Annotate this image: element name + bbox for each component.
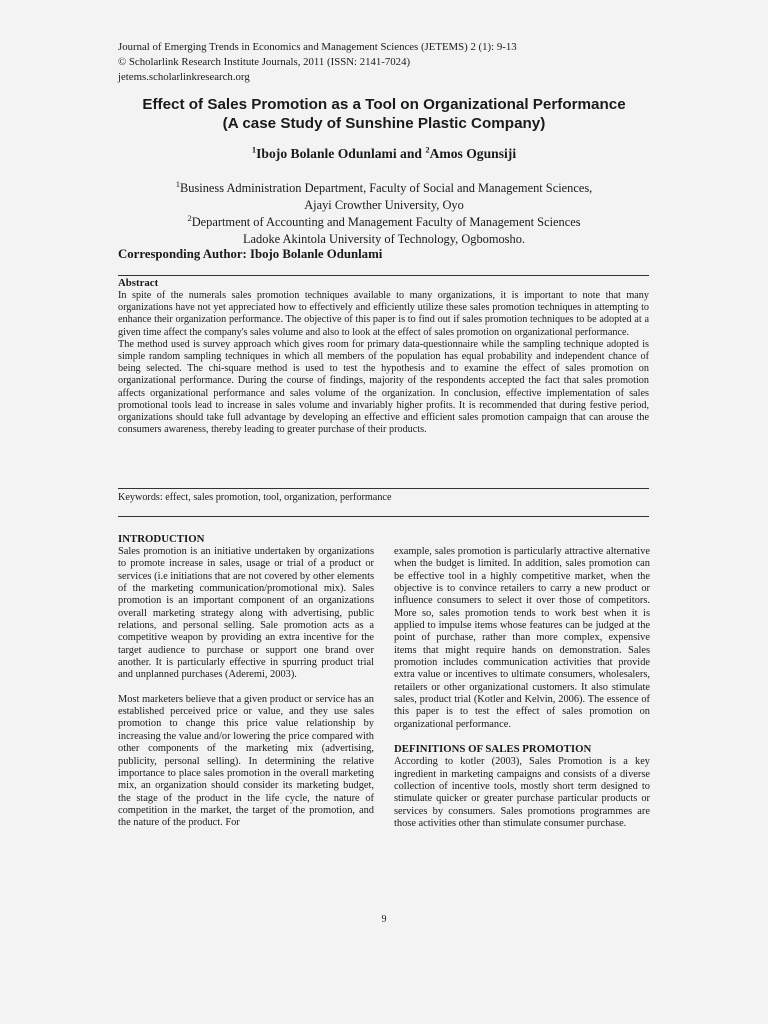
affiliation-1-line-1: [100, 180, 668, 197]
abstract-body: [118, 290, 649, 436]
divider-rule: [118, 488, 649, 489]
definitions-paragraph: According to kotler (2003), Sales Promotion is a key ingredient in marketing campaigns and consists of a diverse collection of incentive tools, mostly short term designed to stimulate quicker or greater purchase particular products or services by consumers. Sales promotions programmes are those activities other than stimulate consumer purchase.: [394, 756, 650, 829]
journal-website: jetems.scholarlinkresearch.org: [118, 71, 250, 83]
intro-paragraph-2: Most marketers believe that a given product or service has an established perceived price or value, and they use sales promotion to change this price value relationship by increasing the value and/or lowering the price compared with other components of the marketing mix (advertising, publicity, personal selling). In determining the relative importance to place sales promotion in the overall marketing mix, an organization should consider its marketing budget, the stage of the product in the life cycle, the nature of competition in the market, the target of the promotion, and the nature of the product. For: [118, 693, 374, 829]
journal-header: [118, 40, 517, 85]
abstract-paragraph-2: The method used is survey approach which gives room for primary data-questionnaire while the sampling technique adopted is simple random sampling techniques in which all members of the population has equal probability and independent chance of being selected. The chi-square method is used to test the hypothesis and to examine the effect of sales promotion on organizational performance. During the course of findings, majority of the respondents accepted the fact that sales promotion affects organizational performance and sales volume of the organization. In conclusion, effective implementation of sales promotional tools lead to increase in sales volume and invariably higher profits. It is recommended that during festive period, organizations should take full advantage by developing an effective and efficient sales promotion campaign that can arouse the consumers awareness, thereby leading to greater purchase of their products.: [118, 338, 649, 436]
author1-superscript: 1: [251, 144, 257, 155]
author-list: [100, 146, 668, 162]
affiliation-2-superscript: 2: [187, 212, 192, 223]
keywords-line: Keywords: effect, sales promotion, tool, organization, performance: [118, 492, 392, 503]
paragraph-gap: [118, 682, 374, 694]
right-column: [394, 546, 650, 830]
divider-rule: [118, 275, 649, 276]
intro-paragraph-1: Sales promotion is an initiative undertaken by organizations to promote increase in sales, usage or trial of a product or services (i.e initiations that are not covered by other elements of the marketing communication/promotional mix). Sales promotion is an important component of an organizations overall marketing strategy along with advertising, public relations, and personal selling. Sale promotion acts as a competitive weapon by providing an extra incentive for the target audience to purchase or support one brand over another. It is particularly effective in spurring product trial and unplanned purchases (Aderemi, 2003).: [118, 546, 374, 681]
author2-name: Amos Ogunsiji: [429, 146, 517, 161]
definitions-heading: DEFINITIONS OF SALES PROMOTION: [394, 743, 592, 756]
corresponding-author: Corresponding Author: Ibojo Bolanle Odunlami: [118, 247, 383, 261]
affiliation-1-text: Business Administration Department, Faculty of Social and Management Sciences,: [180, 181, 593, 195]
journal-copyright: © Scholarlink Research Institute Journals, 2011 (ISSN: 2141-7024): [118, 56, 411, 68]
affiliation-2-line-2: Ladoke Akintola University of Technology, Ogbomosho.: [242, 232, 525, 246]
left-column: [118, 533, 374, 830]
affiliations: [100, 180, 668, 248]
abstract-paragraph-1: In spite of the numerals sales promotion techniques available to many organizations, it is important to note that many organizations have not yet appreciated how to effectively and efficiently utilize these sales promotion techniques in attempting to enhance their organization performance. The objective of this paper is to find out if sales promotion techniques to be adopted at a given time affect the company's sales volume and also to look at the effect of sales promotion on organizational performance.: [118, 290, 649, 338]
author1-name: Ibojo Bolanle Odunlami and: [256, 146, 426, 161]
intro-paragraph-3: example, sales promotion is particularly attractive alternative when the budget is limited. In addition, sales promotion can be effective tool in a highly competitive market, when the objective is to convince retailers to carry a new product or influence consumers to select it over those of competitors. More so, sales promotion tends to work best when it is applied to impulse items whose features can be judged at the point of purchase, rather than more complex, expensive items that might require hands on demonstration. Sales promotion includes communication activities that provide extra value or incentives to ultimate consumers, wholesalers, retailers or other organizational customers. It also stimulate sales, product trial (Kotler and Kelvin, 2006). The essence of this paper is to test the effect of sales promotion on organizational performance.: [394, 546, 650, 730]
introduction-heading: INTRODUCTION: [118, 533, 205, 545]
affiliation-1-line-2: Ajayi Crowther University, Oyo: [304, 198, 464, 212]
title-line-2: (A case Study of Sunshine Plastic Company): [222, 115, 546, 132]
paragraph-gap: [394, 731, 650, 743]
paper-title: [100, 95, 668, 133]
affiliation-2-text: Department of Accounting and Management Faculty of Management Sciences: [191, 215, 581, 229]
page-number: 9: [381, 914, 387, 925]
author2-superscript: 2: [425, 144, 430, 155]
abstract-heading: Abstract: [118, 277, 159, 289]
divider-rule: [118, 516, 649, 517]
affiliation-1-superscript: 1: [175, 178, 180, 189]
title-line-1: Effect of Sales Promotion as a Tool on Organizational Performance: [142, 96, 626, 113]
journal-citation: Journal of Emerging Trends in Economics and Management Sciences (JETEMS) 2 (1): 9-13: [118, 41, 517, 53]
affiliation-2-line-1: [100, 214, 668, 231]
